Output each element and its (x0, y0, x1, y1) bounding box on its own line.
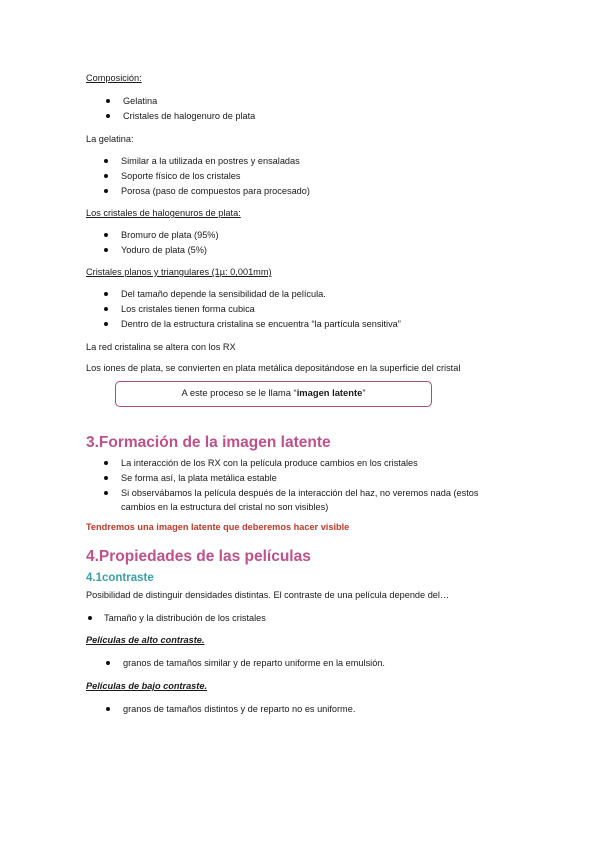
bajo-contraste-heading: Películas de bajo contraste. (86, 681, 208, 691)
contraste-intro: Posibilidad de distinguir densidades distintas. El contraste de una película depende del… (86, 590, 450, 600)
section-4-title: 4.Propiedades de las películas (86, 548, 311, 565)
bullet (104, 461, 108, 465)
bullet (106, 661, 110, 665)
list-item: Similar a la utilizada en postres y ensaladas (121, 156, 300, 166)
list-item: Bromuro de plata (95%) (121, 230, 219, 240)
bullet (104, 159, 108, 163)
cristales-heading: Los cristales de halogenuros de plata: (86, 208, 241, 218)
list-item: granos de tamaños similar y de reparto uniforme en la emulsión. (123, 658, 385, 668)
list-item: Dentro de la estructura cristalina se encuentra “la partícula sensitiva” (121, 319, 401, 329)
bullet (104, 189, 108, 193)
bullet (104, 174, 108, 178)
list-item: Cristales de halogenuro de plata (123, 111, 256, 121)
bullet (88, 616, 92, 620)
list-item: Tamaño y la distribución de los cristales (104, 613, 266, 623)
section-3-title: 3.Formación de la imagen latente (86, 434, 331, 451)
bullet (104, 307, 108, 311)
planos-heading: Cristales planos y triangulares (1µ: 0,001mm) (86, 267, 272, 277)
alto-contraste-heading: Películas de alto contraste. (86, 635, 205, 645)
list-item-continuation: cambios en la estructura del cristal no son visibles) (121, 502, 329, 512)
iones-line: Los iones de plata, se convierten en plata metálica depositándose en la superficie del cristal (86, 363, 461, 373)
bullet (106, 114, 110, 118)
gelatina-heading: La gelatina: (86, 134, 134, 144)
callout-box (115, 381, 432, 407)
red-cristalina-line: La red cristalina se altera con los RX (86, 342, 236, 352)
bullet (106, 707, 110, 711)
section-3-conclusion: Tendremos una imagen latente que deberemos hacer visible (86, 522, 350, 532)
bullet (104, 476, 108, 480)
list-item: La interacción de los RX con la película produce cambios en los cristales (121, 458, 418, 468)
composicion-heading: Composición: (86, 73, 142, 83)
list-item: Si observábamos la película después de la interacción del haz, no veremos nada (estos (121, 488, 479, 498)
list-item: Se forma así, la plata metálica estable (121, 473, 277, 483)
list-item: Los cristales tienen forma cubica (121, 304, 255, 314)
bullet (104, 322, 108, 326)
list-item: Gelatina (123, 96, 158, 106)
callout-text: A este proceso se le llama “imagen latente” (181, 387, 366, 398)
list-item: granos de tamaños distintos y de reparto no es uniforme. (123, 704, 356, 714)
bullet (104, 233, 108, 237)
bullet (104, 248, 108, 252)
list-item: Porosa (paso de compuestos para procesado) (121, 186, 310, 196)
section-4-1-subtitle: 4.1contraste (86, 572, 154, 584)
bullet (106, 99, 110, 103)
bullet (104, 491, 108, 495)
list-item: Yoduro de plata (5%) (121, 245, 207, 255)
list-item: Del tamaño depende la sensibilidad de la película. (121, 289, 326, 299)
list-item: Soporte físico de los cristales (121, 171, 241, 181)
bullet (104, 292, 108, 296)
